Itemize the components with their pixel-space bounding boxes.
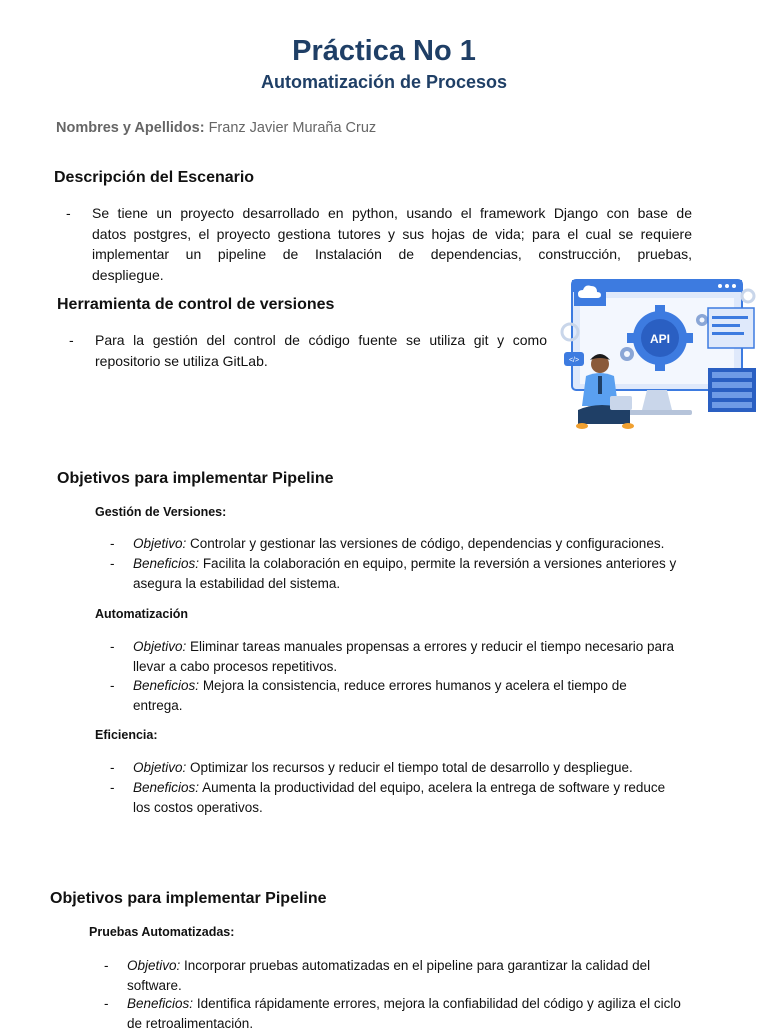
scenario-line-3: implementar un pipeline de Instalación de dependencias, construcción, pruebas, — [92, 244, 692, 265]
item-text: Aumenta la productividad del equipo, acelera la entrega de software y reduce — [202, 780, 665, 795]
bullet-dash: - — [110, 676, 115, 696]
author-name: Franz Javier Muraña Cruz — [209, 120, 377, 136]
bullet-dash: - — [110, 778, 115, 798]
item-label: Objetivo: — [133, 760, 186, 775]
item-text: Identifica rápidamente errores, mejora la confiabilidad del código y agiliza el ciclo — [197, 996, 681, 1011]
scenario-heading: Descripción del Escenario — [54, 167, 254, 189]
item-label: Beneficios: — [133, 556, 199, 571]
section-title-automatizacion: Automatización — [95, 605, 188, 623]
item-label: Beneficios: — [127, 996, 193, 1011]
section-title-pruebas: Pruebas Automatizadas: — [89, 923, 234, 941]
page-subtitle: Automatización de Procesos — [0, 70, 768, 94]
bullet-dash: - — [66, 203, 71, 224]
item-text-cont: software. — [127, 976, 727, 996]
bullet-dash: - — [110, 554, 115, 574]
item-label: Beneficios: — [133, 678, 199, 693]
author-label: Nombres y Apellidos: — [56, 120, 205, 136]
scenario-line-4: despliegue. — [92, 265, 692, 286]
item-text-cont: los costos operativos. — [133, 798, 713, 818]
api-label: API — [650, 332, 670, 346]
vcs-line-2: repositorio se utiliza GitLab. — [95, 351, 547, 372]
item-label: Objetivo: — [133, 536, 186, 551]
item-text-cont: entrega. — [133, 696, 713, 716]
item-label: Beneficios: — [133, 780, 199, 795]
api-developer-illustration — [552, 272, 766, 434]
vcs-heading: Herramienta de control de versiones — [57, 294, 334, 316]
bullet-dash: - — [69, 330, 74, 351]
bullet-dash: - — [104, 956, 109, 976]
bullet-dash: - — [104, 994, 109, 1014]
section-title-eficiencia: Eficiencia: — [95, 726, 158, 744]
item-label: Objetivo: — [127, 958, 180, 973]
vcs-line-1: Para la gestión del control de código fuente se utiliza git y como — [95, 330, 547, 351]
scenario-line-2: datos postgres, el proyecto gestiona tutores y sus hojas de vida; para el cual se requiere — [92, 224, 692, 245]
item-text: Controlar y gestionar las versiones de código, dependencias y configuraciones. — [190, 536, 664, 551]
bullet-dash: - — [110, 758, 115, 778]
item-text: Mejora la consistencia, reduce errores humanos y acelera el tiempo de — [203, 678, 627, 693]
item-text: Incorporar pruebas automatizadas en el pipeline para garantizar la calidad del — [184, 958, 650, 973]
objectives-heading-1: Objetivos para implementar Pipeline — [57, 468, 334, 490]
item-text-cont: asegura la estabilidad del sistema. — [133, 574, 713, 594]
item-label: Objetivo: — [133, 639, 186, 654]
item-text-cont: de retroalimentación. — [127, 1014, 727, 1033]
bullet-dash: - — [110, 534, 115, 554]
page-title: Práctica No 1 — [0, 33, 768, 69]
bullet-dash: - — [110, 637, 115, 657]
scenario-line-1: Se tiene un proyecto desarrollado en python, usando el framework Django con base de — [92, 203, 692, 224]
author-line — [56, 118, 376, 138]
item-text: Optimizar los recursos y reducir el tiempo total de desarrollo y despliegue. — [190, 760, 633, 775]
code-tag: </> — [569, 357, 579, 364]
item-text: Facilita la colaboración en equipo, permite la reversión a versiones anteriores y — [203, 556, 677, 571]
item-text: Eliminar tareas manuales propensas a errores y reducir el tiempo necesario para — [190, 639, 674, 654]
section-title-versiones: Gestión de Versiones: — [95, 503, 226, 521]
item-text-cont: llevar a cabo procesos repetitivos. — [133, 657, 713, 677]
objectives-heading-2: Objetivos para implementar Pipeline — [50, 888, 327, 910]
